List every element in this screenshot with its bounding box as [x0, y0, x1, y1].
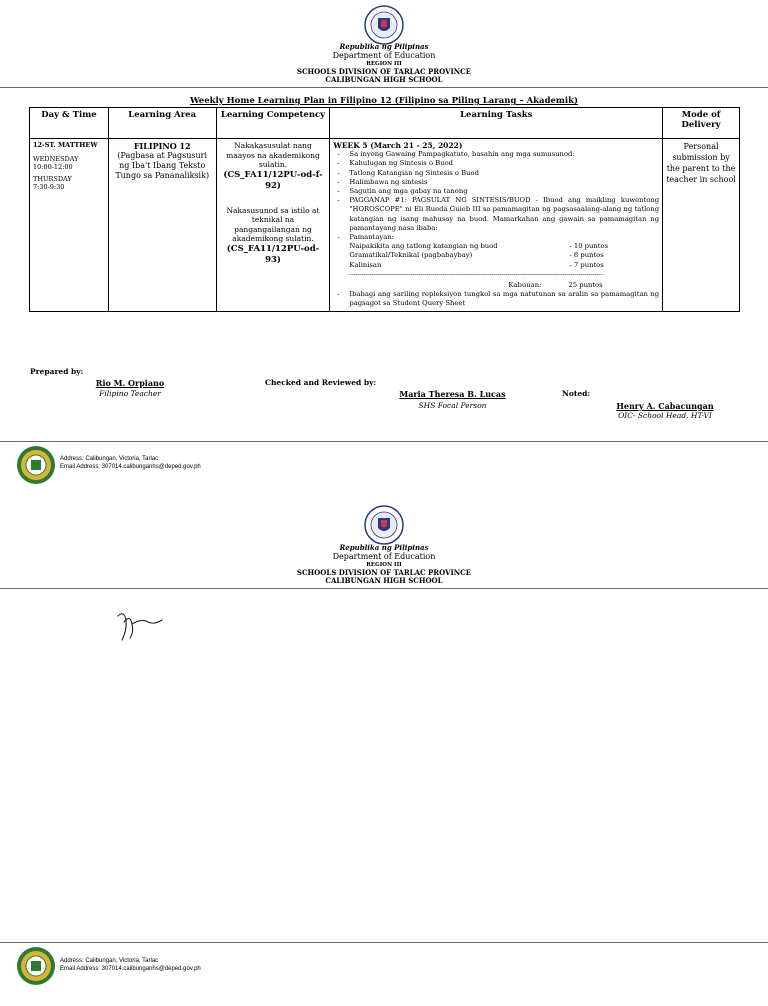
header-republic: Republika ng Pilipinas	[339, 543, 429, 552]
header-division: SCHOOLS DIVISION OF TARLAC PROVINCE	[296, 568, 472, 577]
checked-title: SHS Focal Person	[418, 401, 487, 410]
criteria-points: - 8 puntos	[569, 251, 604, 260]
competency-2-text: Nakasusunod sa istilo at teknikal na pangangailangan ng akademikong sulatin.	[226, 205, 320, 243]
header-school: CALIBUNGAN HIGH SCHOOL	[325, 576, 443, 585]
criteria-name: Gramatikal/Teknikal (pagbabaybay)	[349, 251, 473, 260]
criteria-points: - 7 puntos	[569, 260, 604, 269]
col-header-learning-competency: Learning Competency	[216, 108, 330, 139]
criteria-name: Naipakikita ang tatlong katangian ng buod	[349, 242, 498, 251]
mode-of-delivery-cell	[663, 139, 740, 312]
day-time-cell	[30, 139, 109, 312]
criteria-divider: -----------------------------------------------------------------------------------------------------------------------------	[349, 270, 603, 278]
col-header-mode-of-delivery: Mode of Delivery	[663, 108, 740, 139]
prepared-name: Rio M. Orpiano	[95, 378, 165, 388]
total-label: Kabuuan:	[508, 281, 542, 290]
header-divider	[0, 87, 768, 88]
col-header-day-time: Day & Time	[30, 108, 109, 139]
list-item: - Sagutin ang mga gabay na tanong	[333, 187, 659, 196]
checked-name: Maria Theresa B. Lucas	[399, 389, 506, 399]
time-1: 10:00-12:00	[33, 163, 73, 171]
col-header-learning-area: Learning Area	[108, 108, 216, 139]
footer-address: Address: Calibungan, Victoria, Tarlac	[60, 456, 159, 462]
header-republic: Republika ng Pilipinas	[339, 42, 429, 51]
header-school: CALIBUNGAN HIGH SCHOOL	[325, 75, 443, 84]
competency-1-text: Nakakasusulat nang maayos na akademikong sulatin.	[226, 141, 320, 169]
school-seal	[16, 445, 56, 485]
mode-text: Personal submission by the parent to the teacher in school	[666, 142, 736, 184]
learning-plan-table	[29, 107, 740, 312]
header-department: Department of Education	[332, 51, 436, 60]
criteria-name: Kalinisan	[349, 260, 382, 269]
criteria-points: - 10 puntos	[569, 242, 609, 251]
noted-label: Noted:	[562, 389, 591, 398]
footer-email: Email Address: 307014.calibunganhs@deped.gov.ph	[60, 464, 201, 470]
task-list	[333, 150, 659, 242]
list-item: - Tatlong Katangian ng Sintesis o Buod	[333, 169, 659, 178]
list-item: - Sa inyong Gawaing Pampagkatuto, basahin ang mga sumusunod:	[333, 150, 659, 159]
noted-name: Henry A. Cabacungan	[616, 401, 714, 411]
subject-name: FILIPINO 12	[133, 141, 191, 151]
plan-title: Weekly Home Learning Plan in Filipino 12 (Filipino sa Piling Larang – Akademik)	[189, 96, 579, 106]
deped-seal	[364, 505, 404, 545]
footer-email: Email Address: 307014.calibunganhs@deped.gov.ph	[60, 966, 201, 972]
table-row	[30, 139, 740, 312]
section-name: 12-ST. MATTHEW	[33, 141, 98, 149]
footer-divider	[0, 942, 768, 943]
learning-competency-cell	[216, 139, 330, 312]
footer-address: Address: Calibungan, Victoria, Tarlac	[60, 958, 159, 964]
learning-tasks-cell	[330, 139, 663, 312]
list-item: - Ibahagi ang sariling repleksiyon tungkol sa mga natutunan sa aralin sa pamamagitan ng pagsagot sa Student Query Sheet	[333, 290, 659, 308]
list-item: - Halimbawa ng sintesis	[333, 178, 659, 187]
total-value: 25 puntos	[568, 281, 603, 290]
list-item: - Kahulugan ng Sintesis o Buod	[333, 159, 659, 168]
col-header-learning-tasks: Learning Tasks	[330, 108, 663, 139]
criteria-row	[333, 251, 659, 260]
time-2: 7:30-9:30	[33, 183, 65, 191]
header-divider	[0, 588, 768, 589]
checked-label: Checked and Reviewed by:	[265, 378, 377, 387]
prepared-title: Filipino Teacher	[99, 389, 161, 398]
week-label: WEEK 5 (March 21 - 25, 2022)	[333, 141, 463, 150]
table-header-row	[30, 108, 740, 139]
criteria-row	[333, 261, 659, 270]
competency-2-code: (CS_FA11/12PU-od-93)	[226, 243, 320, 265]
school-seal	[16, 946, 56, 986]
list-item: - PAGGANAP #1: PAGSULAT NG SINTESIS/BUOD - Ibuod ang maikling kuwentong "HOROSCOPE" ni Eli Rueda Guieb III sa pamamagitan ng pagsasaalang-alang ng tatlong katangian ng isang mahusay na buod. Mamarkahan ang gawain sa pamamagitan ng pamantayang nasa ibaba:	[333, 196, 659, 233]
header-region: REGION III	[366, 562, 402, 568]
noted-title: OIC- School Head, HT-VI	[618, 411, 712, 420]
total-row	[333, 281, 659, 290]
header-department: Department of Education	[332, 552, 436, 561]
header-division: SCHOOLS DIVISION OF TARLAC PROVINCE	[296, 67, 472, 76]
handwritten-signature	[108, 606, 168, 642]
list-item: - Pamantayan:	[333, 233, 659, 242]
day-1: WEDNESDAY	[33, 155, 79, 163]
competency-1-code: (CS_FA11/12PU-od-f-92)	[223, 169, 323, 191]
learning-area-cell	[108, 139, 216, 312]
deped-seal	[364, 5, 404, 45]
subject-description: (Pagbasa at Pagsusuri ng Iba't Ibang Teksto Tungo sa Pananaliksik)	[115, 151, 210, 180]
task-list-end	[333, 290, 659, 308]
footer-divider	[0, 441, 768, 442]
day-2: THURSDAY	[33, 175, 72, 183]
prepared-label: Prepared by:	[30, 367, 84, 376]
criteria-row	[333, 242, 659, 251]
header-region: REGION III	[366, 61, 402, 67]
